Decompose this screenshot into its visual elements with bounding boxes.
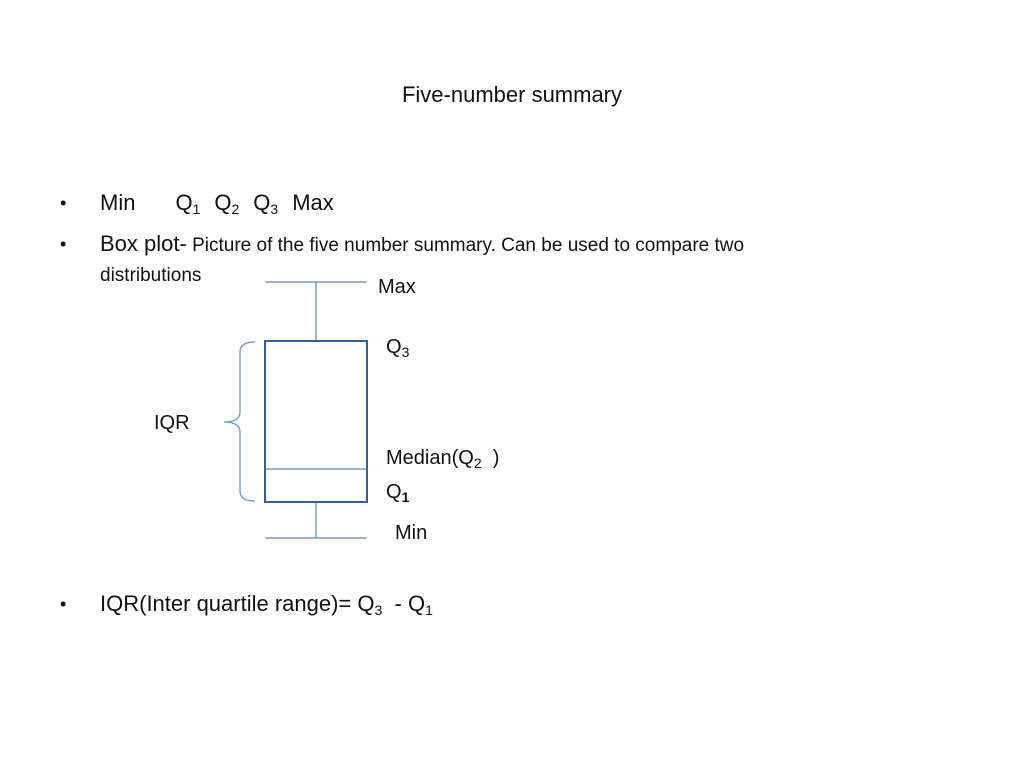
label-iqr: IQR: [154, 412, 190, 434]
bullet-body: [100, 229, 744, 261]
iqr-formula-q1-sub: 1: [425, 602, 433, 618]
slide-title: Five-number summary: [401, 82, 623, 107]
iqr-formula-mid: - Q: [382, 591, 426, 616]
bullet-body: [100, 589, 433, 619]
iqr-box: [265, 341, 367, 502]
bullet-dot: •: [60, 234, 67, 254]
bullet-dot: •: [60, 193, 67, 213]
label-q1: $Q_1$: [386, 481, 410, 505]
box-plot-lead: Box plot-: [100, 231, 187, 256]
q3-term: $Q_3$: [253, 190, 279, 217]
iqr-formula-lead: IQR(Inter quartile range)= Q: [100, 591, 375, 616]
label-max: Max: [378, 276, 416, 298]
bullet-body: [100, 188, 334, 218]
min-term: Min: [100, 190, 136, 215]
box-plot-description-wrap: distributions: [100, 265, 202, 286]
q1-term: $Q_1$: [175, 190, 201, 217]
label-median: $Median(Q_2$ ): [386, 447, 500, 471]
iqr-brace: [224, 342, 255, 501]
box-plot-description: Picture of the five number summary. Can be used to compare two: [186, 235, 745, 256]
q2-term: $Q_2$: [214, 190, 240, 217]
iqr-formula-q3-sub: 3: [374, 602, 383, 618]
max-term: Max: [292, 190, 334, 215]
label-q3: $Q_3$: [386, 336, 410, 360]
bullet-dot: •: [60, 594, 67, 614]
label-min: Min: [395, 522, 428, 544]
